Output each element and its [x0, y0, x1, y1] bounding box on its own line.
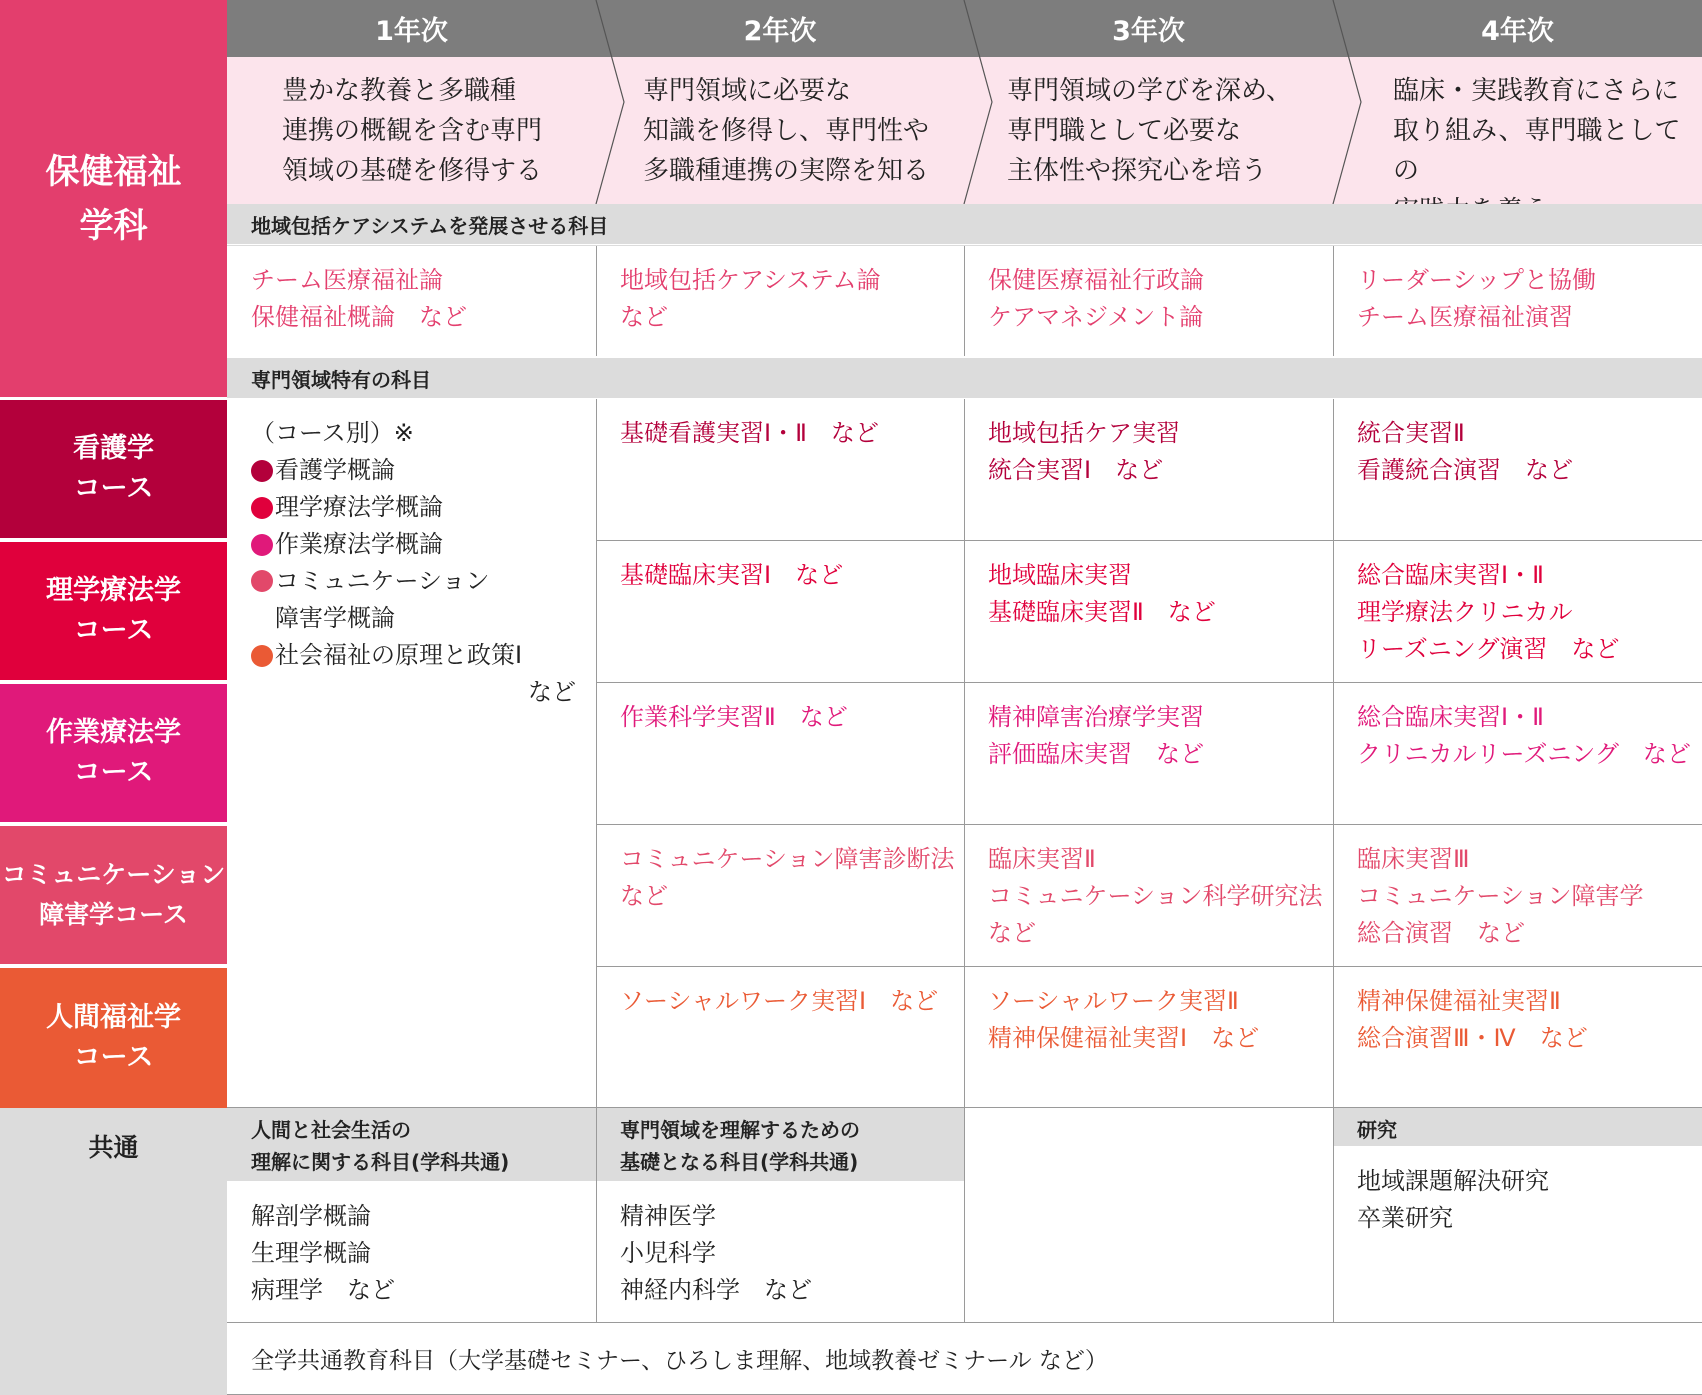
pt-cell-year2: 基礎臨床実習Ⅰ など: [620, 561, 844, 589]
section-care-title: 地域包括ケアシステムを発展させる科目: [251, 213, 609, 238]
divider: [596, 682, 1702, 683]
course-nursing: 看護学 コース: [0, 399, 227, 538]
nursing-cell-year3: 地域包括ケア実習 統合実習Ⅰ など: [988, 419, 1180, 484]
comm-cell-year2: コミュニケーション障害診断法 など: [620, 845, 955, 910]
common-label: 共通: [0, 1108, 227, 1395]
year-label: 4年次: [1481, 16, 1554, 47]
list-item: [251, 637, 596, 674]
course-occupational-therapy: 作業療法学 コース: [0, 683, 227, 822]
list-item: [251, 452, 596, 489]
ot-cell-year4: 総合臨床実習Ⅰ・Ⅱ クリニカルリーズニング など: [1357, 703, 1691, 768]
circle-bullet-icon: [251, 570, 273, 592]
welfare-cell-year3: ソーシャルワーク実習Ⅱ 精神保健福祉実習Ⅰ など: [988, 987, 1260, 1052]
list-item-label: コミュニケーション 障害学概論: [275, 567, 490, 632]
year-label: 3年次: [1112, 16, 1185, 47]
divider: [596, 540, 1702, 541]
common-year1-heading: 人間と社会生活の 理解に関する科目(学科共通): [227, 1108, 596, 1181]
specialty-year1-suffix: など: [528, 678, 576, 706]
chevron-icon: [596, 0, 624, 204]
pt-cell-year4: 総合臨床実習Ⅰ・Ⅱ 理学療法クリニカル リーズニング演習 など: [1357, 561, 1620, 663]
divider: [596, 246, 597, 356]
divider: [596, 399, 597, 1322]
divider: [596, 824, 1702, 825]
care-cell-year1: チーム医療福祉論 保健福祉概論 など: [251, 266, 467, 331]
divider: [964, 246, 965, 356]
list-item-label: 社会福祉の原理と政策Ⅰ: [275, 641, 523, 669]
list-item-label: 理学療法学概論: [275, 493, 443, 521]
divider: [1333, 399, 1334, 1322]
course-communication-disorders: コミュニケーション 障害学コース: [0, 825, 227, 964]
common-year1-body: 解剖学概論 生理学概論 病理学 など: [251, 1202, 395, 1304]
department-label: 保健福祉 学科: [0, 0, 227, 397]
care-cell-year4: リーダーシップと協働 チーム医療福祉演習: [1357, 266, 1597, 331]
circle-bullet-icon: [251, 534, 273, 556]
course-physical-therapy: 理学療法学 コース: [0, 541, 227, 680]
circle-bullet-icon: [251, 497, 273, 519]
course-human-welfare: 人間福祉学 コース: [0, 967, 227, 1108]
year-label: 2年次: [743, 16, 817, 47]
common-year2-body: 精神医学 小児科学 神経内科学 など: [620, 1202, 812, 1304]
common-year2-heading: 専門領域を理解するための 基礎となる科目(学科共通): [596, 1108, 964, 1181]
year-goal-3: 専門領域の学びを深め、 専門職として必要な 主体性や探究心を培う: [1007, 76, 1292, 186]
divider: [0, 965, 227, 968]
ot-cell-year3: 精神障害治療学実習 評価臨床実習 など: [988, 703, 1204, 768]
specialty-year1-list: [227, 399, 596, 1108]
year-goal-2: 専門領域に必要な 知識を修得し、専門性や 多職種連携の実際を知る: [643, 76, 930, 186]
chevron-icon: [1333, 0, 1361, 204]
chevron-separators: [0, 0, 1702, 210]
ot-cell-year2: 作業科学実習Ⅱ など: [620, 703, 848, 731]
year-label: 1年次: [375, 16, 448, 47]
list-item: [251, 489, 596, 526]
year-goal-1: 豊かな教養と多職種 連携の概観を含む専門 領域の基礎を修得する: [282, 76, 543, 186]
chevron-icon: [964, 0, 992, 204]
section-specialty-title: 専門領域特有の科目: [251, 367, 431, 392]
circle-bullet-icon: [251, 645, 273, 667]
section-specialty-header: [227, 358, 1702, 398]
comm-cell-year4: 臨床実習Ⅲ コミュニケーション障害学 総合演習 など: [1357, 845, 1644, 947]
circle-bullet-icon: [251, 460, 273, 482]
specialty-year1-heading: （コース別）※: [251, 419, 414, 447]
comm-cell-year3: 臨床実習Ⅱ コミュニケーション科学研究法 など: [988, 845, 1323, 947]
divider: [227, 1322, 1702, 1323]
nursing-cell-year2: 基礎看護実習Ⅰ・Ⅱ など: [620, 419, 879, 447]
nursing-cell-year4: 統合実習Ⅱ 看護統合演習 など: [1357, 419, 1573, 484]
list-item-label: 作業療法学概論: [275, 530, 443, 558]
list-item: [251, 563, 596, 637]
list-item: [251, 526, 596, 563]
care-cell-year2: 地域包括ケアシステム論 など: [620, 266, 881, 331]
divider: [0, 823, 227, 826]
divider: [0, 681, 227, 684]
divider: [0, 539, 227, 542]
welfare-cell-year2: ソーシャルワーク実習Ⅰ など: [620, 987, 939, 1015]
divider: [596, 966, 1702, 967]
year-goal-4: 臨床・実践教育にさらに 取り組み、専門職としての: [1393, 76, 1681, 186]
common-year4-heading: 研究: [1333, 1108, 1702, 1146]
care-cell-year3: 保健医療福祉行政論 ケアマネジメント論: [988, 266, 1204, 331]
divider: [964, 399, 965, 1322]
pt-cell-year3: 地域臨床実習 基礎臨床実習Ⅱ など: [988, 561, 1216, 626]
common-year4-body: 地域課題解決研究 卒業研究: [1357, 1167, 1549, 1232]
divider: [1333, 246, 1334, 356]
welfare-cell-year4: 精神保健福祉実習Ⅱ 総合演習Ⅲ・Ⅳ など: [1357, 987, 1588, 1052]
list-item-label: 看護学概論: [275, 456, 395, 484]
common-footer: 全学共通教育科目（大学基礎セミナー、ひろしま理解、地域教養ゼミナール など）: [251, 1348, 1108, 1374]
section-care-header: [227, 204, 1702, 244]
divider: [0, 397, 227, 400]
